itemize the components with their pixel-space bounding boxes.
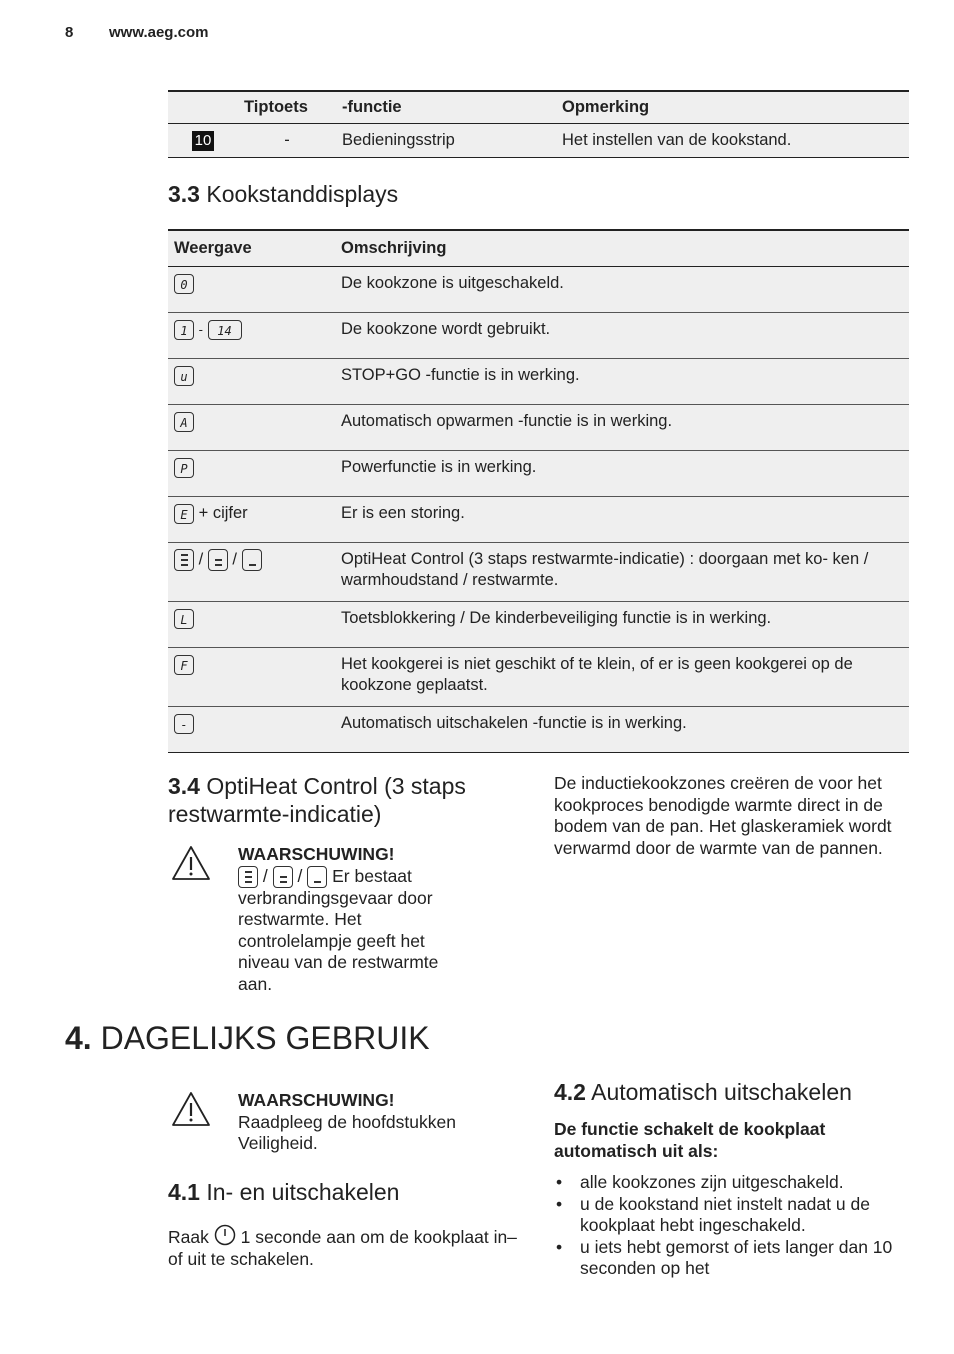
residual-heat-low-icon bbox=[307, 866, 327, 888]
display-symbol-p: P bbox=[174, 458, 194, 478]
row-description: Automatisch opwarmen -functie is in werking. bbox=[335, 405, 909, 451]
warning-title: WAARSCHUWING! bbox=[238, 1090, 395, 1110]
warning-body: Er bestaat verbrandingsgevaar door restwarmte. Het controlelampje geeft het niveau van de restwarmte aan. bbox=[238, 865, 439, 994]
row-description: Toetsblokkering / De kinderbeveiliging functie is in werking. bbox=[335, 602, 909, 648]
page-header bbox=[65, 24, 208, 41]
table-row: E + cijfer Er is een storing. bbox=[168, 497, 909, 543]
warning-body: Raadpleeg de hoofdstukken Veiligheid. bbox=[238, 1111, 456, 1153]
row-description: De kookzone is uitgeschakeld. bbox=[335, 267, 909, 313]
row-description: Automatisch uitschakelen -functie is in werking. bbox=[335, 707, 909, 753]
list-item: • alle kookzones zijn uitgeschakeld. bbox=[554, 1172, 909, 1194]
table-row bbox=[168, 602, 909, 648]
table-row: 1 - 14 De kookzone wordt gebruikt. bbox=[168, 313, 909, 359]
table-row bbox=[168, 267, 909, 313]
page-number: 8 bbox=[65, 24, 74, 41]
display-symbol-u: u bbox=[174, 366, 194, 386]
list-item: • u iets hebt gemorst of iets langer dan 10 seconden op het bbox=[554, 1237, 909, 1280]
table-row bbox=[168, 648, 909, 707]
display-symbol-e: E bbox=[174, 504, 194, 524]
chapter-4-heading: 4. DAGELIJKS GEBRUIK bbox=[65, 1020, 430, 1056]
power-icon bbox=[214, 1224, 236, 1246]
table-row bbox=[168, 405, 909, 451]
section-3-3-heading: 3.3 Kookstanddisplays bbox=[168, 181, 399, 207]
residual-heat-high-icon bbox=[174, 549, 194, 571]
warning-text: WAARSCHUWING! / / Er bestaat verbrandingsgevaar door restwarmte. Het controlelampje geeft het niveau van de restwarmte aan. bbox=[238, 844, 468, 995]
warning-triangle-icon bbox=[170, 1090, 212, 1128]
residual-heat-high-icon bbox=[238, 866, 258, 888]
table-row bbox=[168, 451, 909, 497]
row-description: Er is een storing. bbox=[335, 497, 909, 543]
cell-functie: Bedieningsstrip bbox=[336, 124, 556, 158]
display-symbol-f: F bbox=[174, 655, 194, 675]
display-symbol-14: 14 bbox=[208, 320, 242, 340]
auto-off-intro: De functie schakelt de kookplaat automatisch uit als: bbox=[554, 1119, 826, 1161]
key-function-table bbox=[168, 90, 909, 158]
row-description: OptiHeat Control (3 staps restwarmte-indicatie) : doorgaan met ko- ken / warmhoudstand / restwarmte. bbox=[335, 543, 909, 602]
list-item: • u de kookstand niet instelt nadat u de kookplaat hebt ingeschakeld. bbox=[554, 1194, 909, 1237]
cell-tiptoets: - bbox=[238, 124, 336, 158]
table-row bbox=[168, 707, 909, 753]
col-functie: -functie bbox=[336, 91, 556, 124]
col-opmerking: Opmerking bbox=[556, 91, 909, 124]
section-4-2-heading: 4.2 Automatisch uitschakelen bbox=[554, 1079, 852, 1105]
row-description: De kookzone wordt gebruikt. bbox=[335, 313, 909, 359]
table-header-row bbox=[168, 91, 909, 124]
display-symbol-1: 1 bbox=[174, 320, 194, 340]
cell-opmerking: Het instellen van de kookstand. bbox=[556, 124, 909, 158]
residual-heat-medium-icon bbox=[273, 866, 293, 888]
warning-text bbox=[238, 1090, 498, 1155]
table-header-row bbox=[168, 230, 909, 267]
warning-title: WAARSCHUWING! bbox=[238, 844, 395, 864]
key-number-badge: 10 bbox=[192, 131, 215, 151]
table-row bbox=[168, 124, 909, 158]
display-symbol-l: L bbox=[174, 609, 194, 629]
section-4-1-heading: 4.1 In- en uitschakelen bbox=[168, 1179, 400, 1205]
on-off-paragraph: Raak 1 seconde aan om de kookplaat in– of uit te schakelen. bbox=[168, 1224, 528, 1270]
display-symbol-0: 0 bbox=[174, 274, 194, 294]
residual-heat-medium-icon bbox=[208, 549, 228, 571]
auto-off-list bbox=[554, 1172, 909, 1280]
site-url[interactable]: www.aeg.com bbox=[109, 24, 209, 41]
table-row: / / OptiHeat Control (3 staps restwarmte-indicatie) : doorgaan met ko- ken / warmhoudstand / restwarmte. bbox=[168, 543, 909, 602]
row-description: Powerfunctie is in werking. bbox=[335, 451, 909, 497]
row-description: Het kookgerei is niet geschikt of te klein, of er is geen kookgerei op de kookzone geplaatst. bbox=[335, 648, 909, 707]
display-symbol-dash: - bbox=[174, 714, 194, 734]
display-symbol-a: A bbox=[174, 412, 194, 432]
row-description: STOP+GO -functie is in werking. bbox=[335, 359, 909, 405]
warning-triangle-icon bbox=[170, 844, 212, 882]
residual-heat-low-icon bbox=[242, 549, 262, 571]
section-3-4-heading: 3.4 OptiHeat Control (3 staps restwarmte-indicatie) bbox=[168, 773, 466, 827]
induction-paragraph: De inductiekookzones creëren de voor het kookproces benodigde warmte direct in de bodem van de pan. Het glaskeramiek wordt verwarmd door de warmte van de pannen. bbox=[554, 773, 892, 858]
col-omschrijving: Omschrijving bbox=[335, 230, 909, 267]
table-row bbox=[168, 359, 909, 405]
display-table bbox=[168, 229, 909, 753]
col-weergave: Weergave bbox=[168, 230, 335, 267]
col-tiptoets: Tiptoets bbox=[238, 91, 336, 124]
